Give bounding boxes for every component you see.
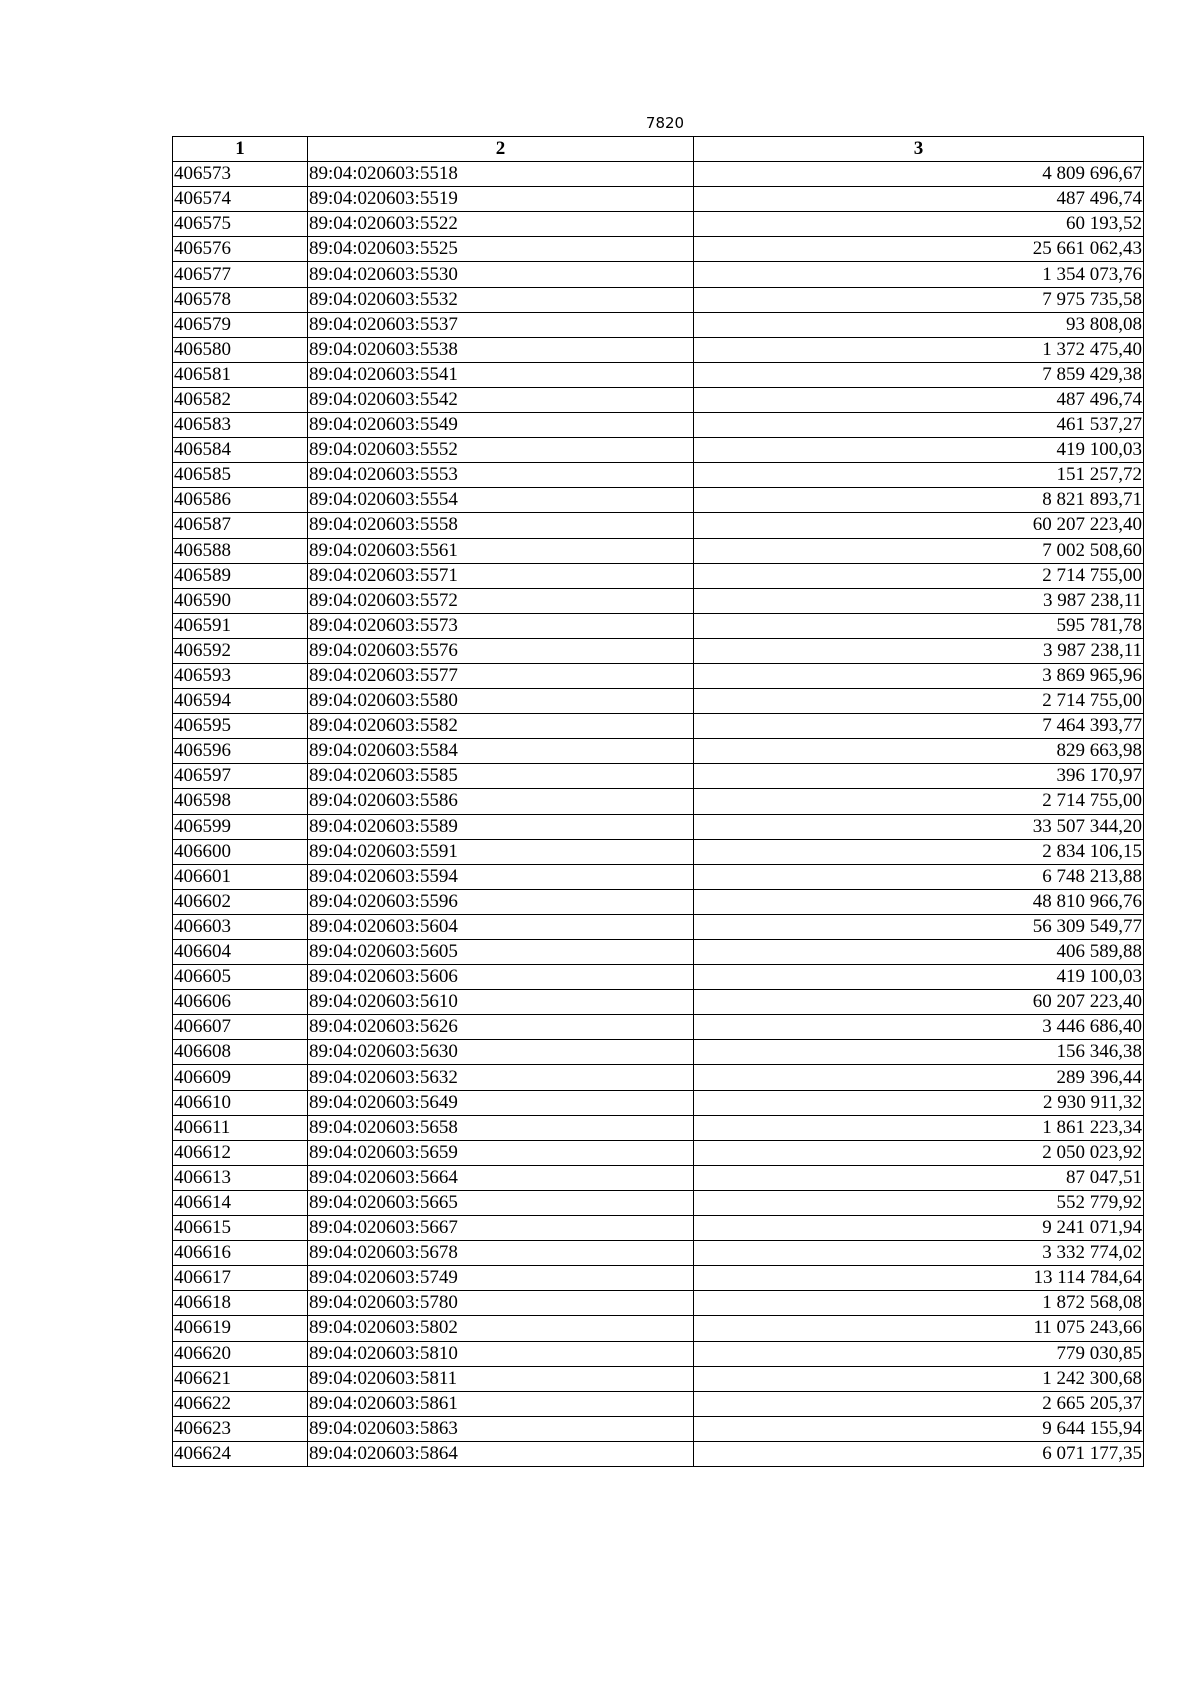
table-row (173, 663, 1144, 688)
cadastral-value-cell: 7 975 735,58 (694, 287, 1144, 312)
table-row (173, 513, 1144, 538)
row-number-cell: 406621 (173, 1366, 308, 1391)
cadastral-value-cell: 2 050 023,92 (694, 1140, 1144, 1165)
table-row (173, 1140, 1144, 1165)
cadastral-number-cell: 89:04:020603:5665 (308, 1190, 694, 1215)
cadastral-value-cell: 406 589,88 (694, 940, 1144, 965)
header-row (173, 137, 1144, 162)
table-row (173, 1190, 1144, 1215)
table-row (173, 212, 1144, 237)
cadastral-value-cell: 60 193,52 (694, 212, 1144, 237)
row-number-cell: 406579 (173, 312, 308, 337)
table-row (173, 1291, 1144, 1316)
table-row (173, 413, 1144, 438)
cadastral-value-cell: 151 257,72 (694, 463, 1144, 488)
row-number-cell: 406576 (173, 237, 308, 262)
cadastral-number-cell: 89:04:020603:5780 (308, 1291, 694, 1316)
cadastral-number-cell: 89:04:020603:5549 (308, 413, 694, 438)
row-number-cell: 406589 (173, 563, 308, 588)
cadastral-value-cell: 2 834 106,15 (694, 839, 1144, 864)
page-number: 7820 (645, 114, 685, 132)
table-row (173, 312, 1144, 337)
cadastral-value-cell: 3 987 238,11 (694, 638, 1144, 663)
cadastral-value-cell: 3 332 774,02 (694, 1241, 1144, 1266)
cadastral-number-cell: 89:04:020603:5580 (308, 689, 694, 714)
cadastral-number-cell: 89:04:020603:5558 (308, 513, 694, 538)
cadastral-number-cell: 89:04:020603:5561 (308, 538, 694, 563)
table-row (173, 1441, 1144, 1466)
cadastral-value-cell: 8 821 893,71 (694, 488, 1144, 513)
table-row (173, 638, 1144, 663)
table-row (173, 714, 1144, 739)
table-row (173, 237, 1144, 262)
cadastral-value-cell: 1 372 475,40 (694, 337, 1144, 362)
table-row (173, 839, 1144, 864)
table-row (173, 1165, 1144, 1190)
row-number-cell: 406602 (173, 889, 308, 914)
row-number-cell: 406587 (173, 513, 308, 538)
table-row (173, 1391, 1144, 1416)
table-row (173, 287, 1144, 312)
table-row (173, 438, 1144, 463)
cadastral-number-cell: 89:04:020603:5667 (308, 1216, 694, 1241)
cadastral-number-cell: 89:04:020603:5811 (308, 1366, 694, 1391)
row-number-cell: 406610 (173, 1090, 308, 1115)
table-row (173, 1366, 1144, 1391)
table-row (173, 689, 1144, 714)
cadastral-number-cell: 89:04:020603:5632 (308, 1065, 694, 1090)
cadastral-value-cell: 60 207 223,40 (694, 513, 1144, 538)
cadastral-number-cell: 89:04:020603:5591 (308, 839, 694, 864)
cadastral-number-cell: 89:04:020603:5861 (308, 1391, 694, 1416)
row-number-cell: 406620 (173, 1341, 308, 1366)
cadastral-value-cell: 60 207 223,40 (694, 990, 1144, 1015)
cadastral-value-cell: 419 100,03 (694, 965, 1144, 990)
cadastral-value-cell: 2 714 755,00 (694, 689, 1144, 714)
cadastral-number-cell: 89:04:020603:5518 (308, 162, 694, 187)
cadastral-number-cell: 89:04:020603:5864 (308, 1441, 694, 1466)
table-row (173, 965, 1144, 990)
row-number-cell: 406619 (173, 1316, 308, 1341)
table-row (173, 187, 1144, 212)
cadastral-number-cell: 89:04:020603:5537 (308, 312, 694, 337)
row-number-cell: 406623 (173, 1416, 308, 1441)
table-row (173, 889, 1144, 914)
table-body (173, 162, 1144, 1467)
row-number-cell: 406606 (173, 990, 308, 1015)
table-row (173, 1266, 1144, 1291)
table-row (173, 739, 1144, 764)
row-number-cell: 406582 (173, 387, 308, 412)
table-row (173, 1115, 1144, 1140)
cadastral-number-cell: 89:04:020603:5553 (308, 463, 694, 488)
row-number-cell: 406604 (173, 940, 308, 965)
cadastral-value-cell: 3 987 238,11 (694, 588, 1144, 613)
row-number-cell: 406596 (173, 739, 308, 764)
cadastral-number-cell: 89:04:020603:5586 (308, 789, 694, 814)
cadastral-value-cell: 33 507 344,20 (694, 814, 1144, 839)
cadastral-number-cell: 89:04:020603:5594 (308, 864, 694, 889)
cadastral-number-cell: 89:04:020603:5749 (308, 1266, 694, 1291)
cadastral-value-cell: 9 644 155,94 (694, 1416, 1144, 1441)
row-number-cell: 406617 (173, 1266, 308, 1291)
table-row (173, 1341, 1144, 1366)
cadastral-number-cell: 89:04:020603:5659 (308, 1140, 694, 1165)
table-row (173, 1040, 1144, 1065)
row-number-cell: 406601 (173, 864, 308, 889)
cadastral-value-cell: 1 242 300,68 (694, 1366, 1144, 1391)
cadastral-number-cell: 89:04:020603:5585 (308, 764, 694, 789)
cadastral-value-cell: 552 779,92 (694, 1190, 1144, 1215)
cadastral-value-cell: 396 170,97 (694, 764, 1144, 789)
row-number-cell: 406583 (173, 413, 308, 438)
row-number-cell: 406585 (173, 463, 308, 488)
column-header-2: 2 (308, 137, 694, 162)
row-number-cell: 406605 (173, 965, 308, 990)
row-number-cell: 406590 (173, 588, 308, 613)
cadastral-number-cell: 89:04:020603:5542 (308, 387, 694, 412)
cadastral-value-cell: 1 354 073,76 (694, 262, 1144, 287)
row-number-cell: 406581 (173, 362, 308, 387)
cadastral-number-cell: 89:04:020603:5604 (308, 914, 694, 939)
table-row (173, 990, 1144, 1015)
cadastral-number-cell: 89:04:020603:5630 (308, 1040, 694, 1065)
cadastral-value-cell: 1 861 223,34 (694, 1115, 1144, 1140)
cadastral-number-cell: 89:04:020603:5802 (308, 1316, 694, 1341)
cadastral-number-cell: 89:04:020603:5572 (308, 588, 694, 613)
cadastral-value-cell: 9 241 071,94 (694, 1216, 1144, 1241)
table-row (173, 262, 1144, 287)
cadastral-number-cell: 89:04:020603:5519 (308, 187, 694, 212)
row-number-cell: 406595 (173, 714, 308, 739)
table-row (173, 764, 1144, 789)
table-row (173, 940, 1144, 965)
table-row (173, 1216, 1144, 1241)
row-number-cell: 406591 (173, 613, 308, 638)
row-number-cell: 406577 (173, 262, 308, 287)
row-number-cell: 406616 (173, 1241, 308, 1266)
cadastral-number-cell: 89:04:020603:5649 (308, 1090, 694, 1115)
cadastral-value-cell: 6 748 213,88 (694, 864, 1144, 889)
cadastral-value-cell: 487 496,74 (694, 187, 1144, 212)
table-row (173, 588, 1144, 613)
table-row (173, 387, 1144, 412)
row-number-cell: 406588 (173, 538, 308, 563)
cadastral-number-cell: 89:04:020603:5596 (308, 889, 694, 914)
row-number-cell: 406593 (173, 663, 308, 688)
cadastral-number-cell: 89:04:020603:5538 (308, 337, 694, 362)
table-row (173, 814, 1144, 839)
table-row (173, 1316, 1144, 1341)
row-number-cell: 406578 (173, 287, 308, 312)
cadastral-number-cell: 89:04:020603:5610 (308, 990, 694, 1015)
cadastral-number-cell: 89:04:020603:5810 (308, 1341, 694, 1366)
cadastral-value-cell: 7 002 508,60 (694, 538, 1144, 563)
cadastral-value-cell: 13 114 784,64 (694, 1266, 1144, 1291)
cadastral-number-cell: 89:04:020603:5863 (308, 1416, 694, 1441)
table-row (173, 162, 1144, 187)
table-row (173, 538, 1144, 563)
row-number-cell: 406580 (173, 337, 308, 362)
cadastral-value-cell: 6 071 177,35 (694, 1441, 1144, 1466)
column-header-1: 1 (173, 137, 308, 162)
cadastral-number-cell: 89:04:020603:5522 (308, 212, 694, 237)
row-number-cell: 406624 (173, 1441, 308, 1466)
row-number-cell: 406597 (173, 764, 308, 789)
table-row (173, 488, 1144, 513)
cadastral-value-cell: 48 810 966,76 (694, 889, 1144, 914)
table-row (173, 1090, 1144, 1115)
cadastral-value-cell: 3 869 965,96 (694, 663, 1144, 688)
table-row (173, 1065, 1144, 1090)
cadastral-value-cell: 3 446 686,40 (694, 1015, 1144, 1040)
cadastral-number-cell: 89:04:020603:5525 (308, 237, 694, 262)
row-number-cell: 406599 (173, 814, 308, 839)
cadastral-value-cell: 829 663,98 (694, 739, 1144, 764)
cadastral-value-cell: 4 809 696,67 (694, 162, 1144, 187)
cadastral-value-cell: 2 930 911,32 (694, 1090, 1144, 1115)
cadastral-number-cell: 89:04:020603:5573 (308, 613, 694, 638)
cadastral-number-cell: 89:04:020603:5606 (308, 965, 694, 990)
row-number-cell: 406622 (173, 1391, 308, 1416)
table-row (173, 789, 1144, 814)
cadastral-value-cell: 1 872 568,08 (694, 1291, 1144, 1316)
cadastral-number-cell: 89:04:020603:5576 (308, 638, 694, 663)
table-row (173, 337, 1144, 362)
row-number-cell: 406603 (173, 914, 308, 939)
table-row (173, 563, 1144, 588)
cadastral-value-cell: 87 047,51 (694, 1165, 1144, 1190)
row-number-cell: 406618 (173, 1291, 308, 1316)
row-number-cell: 406586 (173, 488, 308, 513)
table-row (173, 914, 1144, 939)
cadastral-value-cell: 11 075 243,66 (694, 1316, 1144, 1341)
cadastral-number-cell: 89:04:020603:5626 (308, 1015, 694, 1040)
cadastral-number-cell: 89:04:020603:5532 (308, 287, 694, 312)
row-number-cell: 406575 (173, 212, 308, 237)
row-number-cell: 406574 (173, 187, 308, 212)
cadastral-value-cell: 595 781,78 (694, 613, 1144, 638)
cadastral-number-cell: 89:04:020603:5577 (308, 663, 694, 688)
cadastral-value-cell: 7 464 393,77 (694, 714, 1144, 739)
table-row (173, 1416, 1144, 1441)
cadastral-value-cell: 419 100,03 (694, 438, 1144, 463)
cadastral-value-cell: 7 859 429,38 (694, 362, 1144, 387)
row-number-cell: 406592 (173, 638, 308, 663)
table-row (173, 613, 1144, 638)
row-number-cell: 406584 (173, 438, 308, 463)
row-number-cell: 406598 (173, 789, 308, 814)
cadastral-number-cell: 89:04:020603:5589 (308, 814, 694, 839)
table-row (173, 864, 1144, 889)
cadastral-value-cell: 2 714 755,00 (694, 563, 1144, 588)
cadastral-value-cell: 289 396,44 (694, 1065, 1144, 1090)
row-number-cell: 406573 (173, 162, 308, 187)
cadastral-number-cell: 89:04:020603:5658 (308, 1115, 694, 1140)
cadastral-value-cell: 461 537,27 (694, 413, 1144, 438)
cadastral-number-cell: 89:04:020603:5541 (308, 362, 694, 387)
table-row (173, 362, 1144, 387)
table-row (173, 1241, 1144, 1266)
table-header (173, 137, 1144, 162)
cadastral-number-cell: 89:04:020603:5552 (308, 438, 694, 463)
cadastral-number-cell: 89:04:020603:5605 (308, 940, 694, 965)
cadastral-value-cell: 779 030,85 (694, 1341, 1144, 1366)
cadastral-value-cell: 25 661 062,43 (694, 237, 1144, 262)
cadastral-number-cell: 89:04:020603:5584 (308, 739, 694, 764)
cadastral-number-cell: 89:04:020603:5678 (308, 1241, 694, 1266)
cadastral-value-cell: 487 496,74 (694, 387, 1144, 412)
table-row (173, 463, 1144, 488)
cadastral-number-cell: 89:04:020603:5582 (308, 714, 694, 739)
cadastral-number-cell: 89:04:020603:5664 (308, 1165, 694, 1190)
row-number-cell: 406607 (173, 1015, 308, 1040)
row-number-cell: 406615 (173, 1216, 308, 1241)
row-number-cell: 406613 (173, 1165, 308, 1190)
cadastral-number-cell: 89:04:020603:5554 (308, 488, 694, 513)
cadastral-value-cell: 2 665 205,37 (694, 1391, 1144, 1416)
cadastral-value-cell: 156 346,38 (694, 1040, 1144, 1065)
row-number-cell: 406612 (173, 1140, 308, 1165)
cadastral-value-cell: 2 714 755,00 (694, 789, 1144, 814)
cadastral-value-cell: 93 808,08 (694, 312, 1144, 337)
row-number-cell: 406611 (173, 1115, 308, 1140)
cadastral-number-cell: 89:04:020603:5571 (308, 563, 694, 588)
column-header-3: 3 (694, 137, 1144, 162)
table-row (173, 1015, 1144, 1040)
row-number-cell: 406614 (173, 1190, 308, 1215)
cadastral-value-cell: 56 309 549,77 (694, 914, 1144, 939)
row-number-cell: 406600 (173, 839, 308, 864)
cadastral-number-cell: 89:04:020603:5530 (308, 262, 694, 287)
row-number-cell: 406594 (173, 689, 308, 714)
row-number-cell: 406608 (173, 1040, 308, 1065)
cadastral-value-table (172, 136, 1144, 1467)
row-number-cell: 406609 (173, 1065, 308, 1090)
